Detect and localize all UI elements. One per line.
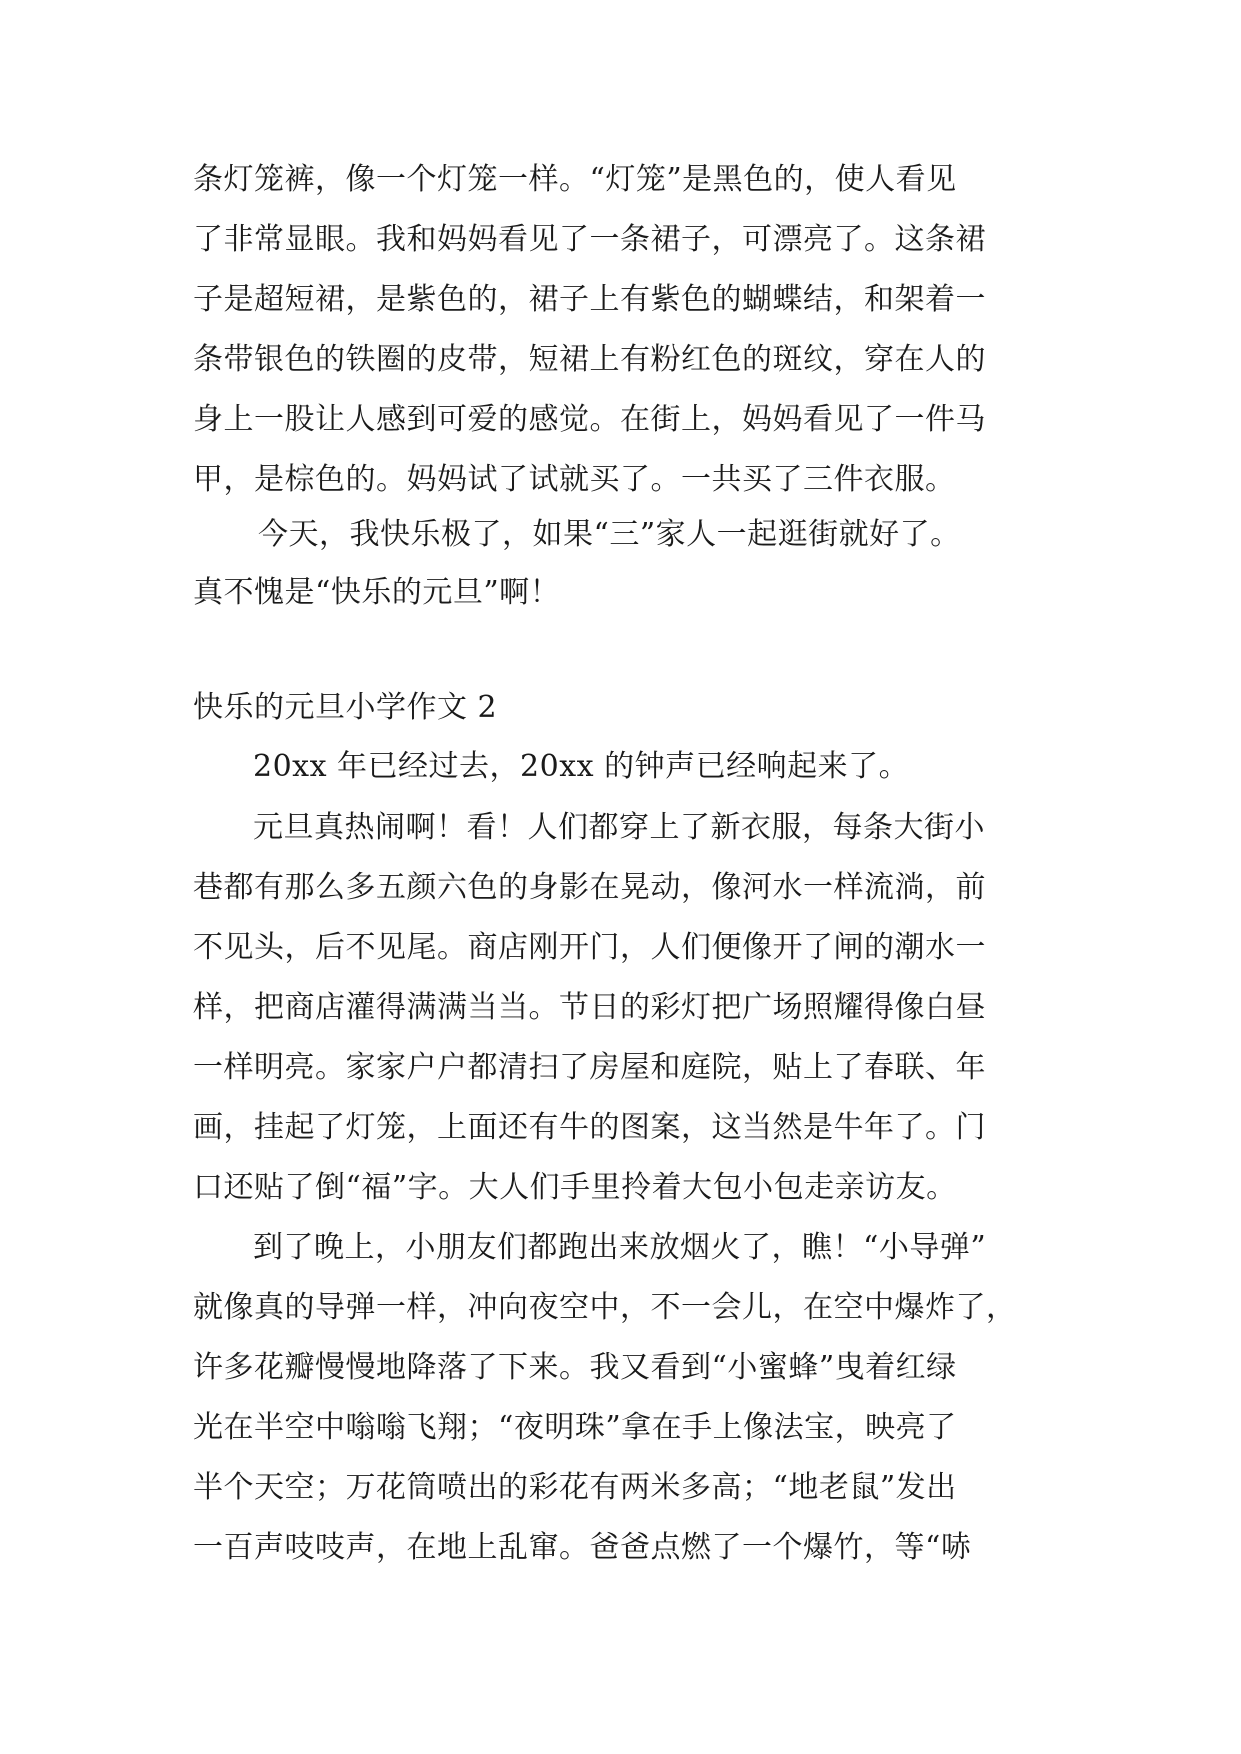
- paragraph-line: 子是超短裙，是紫色的，裙子上有紫色的蝴蝶结，和架着一: [193, 282, 986, 317]
- paragraph-line: 许多花瓣慢慢地降落了下来。我又看到“小蜜蜂”曳着红绿: [193, 1350, 957, 1385]
- paragraph-line: 今天，我快乐极了，如果“三”家人一起逛街就好了。: [258, 517, 961, 552]
- paragraph-line: 条灯笼裤，像一个灯笼一样。“灯笼”是黑色的，使人看见: [193, 162, 957, 197]
- paragraph-line: 画，挂起了灯笼，上面还有牛的图案，这当然是牛年了。门: [193, 1110, 986, 1145]
- paragraph-line: 到了晚上，小朋友们都跑出来放烟火了，瞧！“小导弹”: [253, 1230, 987, 1265]
- paragraph-line: 半个天空；万花筒喷出的彩花有两米多高；“地老鼠”发出: [193, 1470, 957, 1505]
- paragraph-line: 身上一股让人感到可爱的感觉。在街上，妈妈看见了一件马: [193, 402, 986, 437]
- paragraph-line: 条带银色的铁圈的皮带，短裙上有粉红色的斑纹，穿在人的: [193, 342, 986, 377]
- paragraph-line: 了非常显眼。我和妈妈看见了一条裙子，可漂亮了。这条裙: [193, 222, 986, 257]
- paragraph-line: 不见头，后不见尾。商店刚开门，人们便像开了闸的潮水一: [193, 930, 986, 965]
- paragraph-line: 巷都有那么多五颜六色的身影在晃动，像河水一样流淌，前: [193, 870, 986, 905]
- paragraph-line: 口还贴了倒“福”字。大人们手里拎着大包小包走亲访友。: [193, 1170, 957, 1205]
- paragraph-line: 20xx 年已经过去，20xx 的钟声已经响起来了。: [253, 749, 910, 784]
- paragraph-line: 光在半空中嗡嗡飞翔；“夜明珠”拿在手上像法宝，映亮了: [193, 1410, 957, 1445]
- paragraph-line: 元旦真热闹啊！看！人们都穿上了新衣服，每条大街小: [253, 810, 985, 845]
- paragraph-line: 真不愧是“快乐的元旦”啊！: [193, 575, 561, 610]
- paragraph-line: 样，把商店灌得满满当当。节日的彩灯把广场照耀得像白昼: [193, 990, 986, 1025]
- paragraph-line: 就像真的导弹一样，冲向夜空中，不一会儿，在空中爆炸了，: [193, 1290, 1017, 1325]
- paragraph-line: 甲，是棕色的。妈妈试了试就买了。一共买了三件衣服。: [193, 462, 956, 497]
- paragraph-line: 一样明亮。家家户户都清扫了房屋和庭院，贴上了春联、年: [193, 1050, 986, 1085]
- paragraph-line: 一百声吱吱声，在地上乱窜。爸爸点燃了一个爆竹，等“哧: [193, 1530, 972, 1565]
- section-heading: 快乐的元旦小学作文 2: [193, 690, 498, 725]
